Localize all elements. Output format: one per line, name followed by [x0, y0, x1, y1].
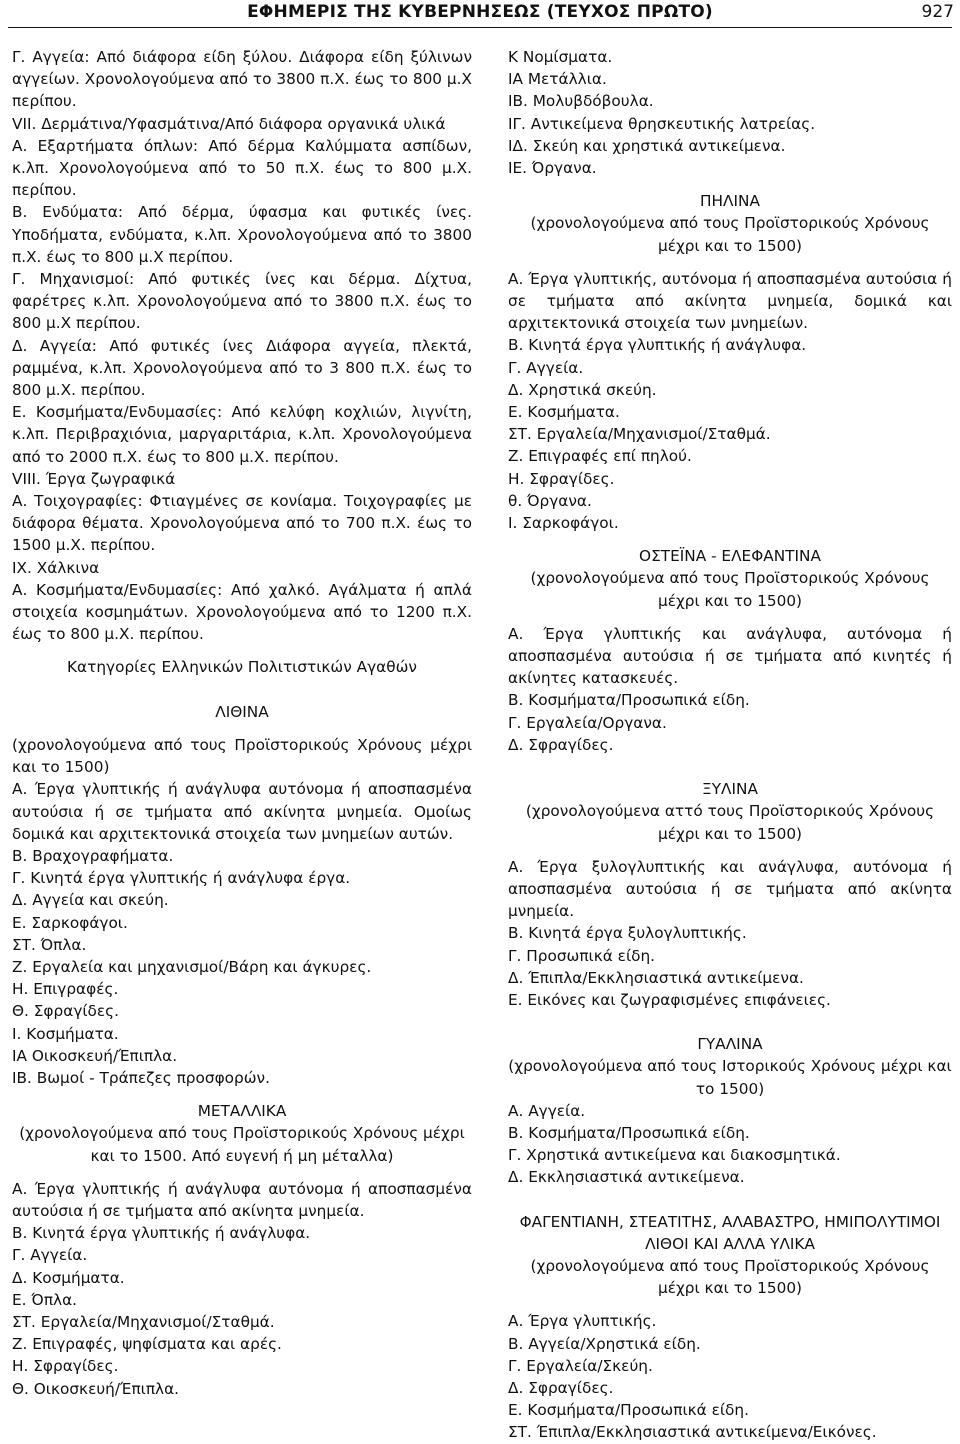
list-item: Ε. Όπλα. — [12, 1290, 78, 1309]
list-item: Γ. Εργαλεία/Σκεύη. — [508, 1356, 653, 1375]
list-item: Δ. Αγγεία και σκεύη. — [12, 891, 169, 910]
list-item: Α. Έργα γλυπτικής. — [508, 1312, 657, 1331]
category-title-metal: ΜΕΤΑΛΛΙΚΑ — [197, 1102, 287, 1121]
list-item: Ι. Κοσμήματα. — [12, 1024, 119, 1043]
category-dating: (χρονολογούμενα από τους Προϊστορικούς Χρόνους μέχρι και το 1500) — [530, 214, 930, 255]
gazette-title: ΕΦΗΜΕΡΙΣ ΤΗΣ ΚΥΒΕΡΝΗΣΕΩΣ (ΤΕΥΧΟΣ ΠΡΩΤΟ) — [247, 2, 713, 22]
list-item: Γ. Αγγεία. — [508, 358, 584, 377]
list-item: Β. Κινητά έργα γλυπτικής ή ανάγλυφα. — [508, 336, 807, 355]
list-item: Δ. Χρηστικά σκεύη. — [508, 380, 657, 399]
section-heading: IX. Χάλκινα — [12, 558, 100, 577]
list-item: Δ. Έπιπλα/Εκκλησιαστικά αντικείμενα. — [508, 968, 804, 987]
list-item: Α. Έργα γλυπτικής και ανάγλυφα, αυτόνομα ή αποσπασμένα αυτούσια ή σε τμήματα από κινητές ή ακίνητες κατασκευές. — [508, 624, 952, 688]
categories-heading: Κατηγορίες Ελληνικών Πολιτιστικών Αγαθών — [67, 658, 417, 677]
header-rule — [8, 27, 952, 28]
list-item: Η. Επιγραφές. — [12, 980, 119, 999]
list-item: ΙΕ. Όργανα. — [508, 159, 597, 178]
list-item: Ε. Εικόνες και ζωγραφισμένες επιφάνειες. — [508, 990, 831, 1009]
list-item: Α. Έργα γλυπτικής, αυτόνομα ή αποσπασμένα αυτούσια ή σε τμήματα από ακίνητα μνημεία, δομικά και αρχιτεκτονικά στοιχεία των μνημείων. — [508, 269, 952, 333]
section-heading: VII. Δερμάτινα/Υφασμάτινα/Από διάφορα οργανικά υλικά — [12, 114, 446, 133]
list-item: Δ. Σφραγίδες. — [508, 1378, 614, 1397]
list-item: Γ. Προσωπικά είδη. — [508, 946, 656, 965]
paragraph: Β. Ενδύματα: Από δέρμα, ύφασμα και φυτικές ίνες. Υποδήματα, ενδύματα, κ.λπ. Χρονολογούμενα από το 3800 π.Χ. έως το 800 μ.Χ περίπου. — [12, 203, 472, 266]
list-item: ΣΤ. Όπλα. — [12, 935, 87, 954]
list-item: Β. Κοσμήματα/Προσωπικά είδη. — [508, 1123, 750, 1142]
list-item: Γ. Εργαλεία/Οργανα. — [508, 713, 667, 732]
list-item: Α. Έργα γλυπτικής ή ανάγλυφα αυτόνομα ή αποσπασμένα αυτούσια ή σε τμήματα από ακίνητα μνημεία. Ομοίως δομικά και αρχιτεκτονικά στοιχεία των μνημείων αυτών. — [12, 780, 472, 843]
list-item: Γ. Κινητά έργα γλυπτικής ή ανάγλυφα έργα. — [12, 869, 351, 888]
list-item: Κ Νομίσματα. — [508, 48, 613, 66]
list-item: Ε. Σαρκοφάγοι. — [12, 913, 128, 932]
list-item: Α. Έργα γλυπτικής ή ανάγλυφα αυτόνομα ή αποσπασμένα αυτούσια ή σε τμήματα από ακίνητα μνημεία. — [12, 1179, 472, 1220]
list-item: ΣΤ. Εργαλεία/Μηχανισμοί/Σταθμά. — [508, 425, 771, 444]
list-item: Α. Έργα ξυλογλυπτικής και ανάγλυφα, αυτόνομα ή αποσπασμένα αυτούσια ή σε τμήματα από ακίνητα μνημεία. — [508, 857, 952, 921]
right-column — [508, 46, 952, 1444]
list-item: Β. Αγγεία/Χρηστικά είδη. — [508, 1334, 701, 1353]
page-header — [0, 0, 960, 30]
list-item: Θ. Οικοσκευή/Έπιπλα. — [12, 1379, 180, 1398]
category-dating: (χρονολογούμενα από τους Προϊστορικούς Χρόνους μέχρι και το 1500) — [530, 1256, 930, 1298]
paragraph: Ε. Κοσμήματα/Ενδυμασίες: Από κελύφη κοχλιών, λιγνίτη, κ.λπ. Περιβραχιόνια, μαργαριτάρια, κ.λπ. Χρονολογούμενα από το 2000 π.Χ. έως το 800 μ.Χ. περίπου. — [12, 403, 472, 466]
category-dating: (χρονολογούμενα από τους Ιστορικούς Χρόνους μέχρι και το 1500) — [508, 1057, 952, 1098]
list-item: Ι. Σαρκοφάγοι. — [508, 514, 619, 533]
list-item: θ. Όργανα. — [508, 491, 592, 510]
paragraph: Α. Τοιχογραφίες: Φτιαγμένες σε κονίαμα. Τοιχογραφίες με διάφορα θέματα. Χρονολογούμενα από το 700 π.Χ. έως το 1500 μ.Χ. περίπου. — [12, 492, 472, 555]
category-title-wood: ΞΥΛΙΝΑ — [702, 780, 758, 799]
list-item: Β. Κοσμήματα/Προσωπικά είδη. — [508, 691, 750, 710]
paragraph: Δ. Αγγεία: Από φυτικές ίνες Διάφορα αγγεία, πλεκτά, ραμμένα, κ.λπ. Χρονολογούμενα από το 3 800 π.Χ. έως το 800 μ.Χ. περίπου. — [12, 336, 472, 400]
category-title-bone-ivory: ΟΣΤΕΪΝΑ - ΕΛΕΦΑΝΤΙΝΑ — [639, 547, 821, 566]
list-item: Γ. Αγγεία. — [12, 1246, 88, 1265]
list-item: Ζ. Εργαλεία και μηχανισμοί/Βάρη και άγκυρες. — [12, 957, 372, 976]
paragraph: Α. Κοσμήματα/Ενδυμασίες: Από χαλκό. Αγάλματα ή απλά στοιχεία κοσμημάτων. Χρονολογούμενα από το 1200 π.Χ. έως το 800 μ.Χ. περίπου. — [12, 580, 472, 644]
category-dating: (χρονολογούμενα από τους Προϊστορικούς Χρόνους μέχρι και το 1500. Από ευγενή ή μη μέταλλα) — [19, 1124, 465, 1165]
paragraph: Γ. Αγγεία: Από διάφορα είδη ξύλου. Διάφορα είδη ξύλινων αγγείων. Χρονολογούμενα από το 3800 π.Χ. έως το 800 μ.Χ περίπου. — [12, 48, 472, 111]
category-title-clay: ΠΗΛΙΝΑ — [700, 192, 760, 211]
paragraph: Γ. Μηχανισμοί: Από φυτικές ίνες και δέρμα. Δίχτυα, φαρέτρες κ.λπ. Χρονολογούμενα από το 3800 π.Χ. έως το 800 μ.Χ περίπου. — [12, 270, 472, 333]
list-item: Α. Αγγεία. — [508, 1101, 586, 1120]
list-item: Δ. Εκκλησιαστικά αντικείμενα. — [508, 1168, 745, 1187]
list-item: Δ. Σφραγίδες. — [508, 735, 614, 754]
list-item: Γ. Χρηστικά αντικείμενα και διακοσμητικά. — [508, 1146, 841, 1165]
list-item: Ζ. Επιγραφές, ψηφίσματα και αρές. — [12, 1335, 282, 1354]
list-item: ΙΒ. Βωμοί - Τράπεζες προσφορών. — [12, 1068, 270, 1087]
list-item: Ε. Κοσμήματα. — [508, 403, 620, 422]
list-item: ΙΔ. Σκεύη και χρηστικά αντικείμενα. — [508, 136, 786, 155]
list-item: ΙΒ. Μολυβδόβουλα. — [508, 92, 654, 111]
paragraph: Α. Εξαρτήματα όπλων: Από δέρμα Καλύμματα ασπίδων, κ.λπ. Χρονολογούμενα από το 50 π.Χ. έως το 800 μ.Χ. περίπου. — [12, 136, 472, 200]
list-item: Ε. Κοσμήματα/Προσωπικά είδη. — [508, 1401, 749, 1420]
category-title-glass: ΓΥΑΛΙΝΑ — [697, 1035, 763, 1054]
category-title-stone: ΛΙΘΙΝΑ — [215, 702, 269, 721]
left-column — [12, 46, 472, 1400]
category-dating: (χρονολογούμενα από τους Προϊστορικούς Χρόνους μέχρι και το 1500) — [12, 735, 472, 777]
list-item: ΣΤ. Εργαλεία/Μηχανισμοί/Σταθμά. — [12, 1312, 275, 1331]
section-heading: VIII. Έργα ζωγραφικά — [12, 469, 176, 488]
list-item: ΙΑ Μετάλλια. — [508, 70, 607, 89]
list-item: Β. Κινητά έργα γλυπτικής ή ανάγλυφα. — [12, 1224, 311, 1243]
list-item: Ζ. Επιγραφές επί πηλού. — [508, 447, 692, 466]
category-title-faience: ΦΑΓΕΝΤΙΑΝΗ, ΣΤΕΑΤΙΤΗΣ, ΑΛΑΒΑΣΤΡΟ, ΗΜΙΠΟΛΥΤΙΜΟΙ ΛΙΘΟΙ ΚΑΙ ΑΛΛΑ ΥΛΙΚΑ — [519, 1212, 941, 1253]
category-dating: (χρονολογούμενα από τους Προϊστορικούς Χρόνους μέχρι και το 1500) — [530, 569, 930, 610]
list-item: Β. Βραχογραφήματα. — [12, 846, 174, 865]
list-item: ΙΓ. Αντικείμενα θρησκευτικής λατρείας. — [508, 114, 816, 133]
list-item: ΙΑ Οικοσκευή/Έπιπλα. — [12, 1046, 178, 1065]
list-item: Β. Κινητά έργα ξυλογλυπτικής. — [508, 924, 747, 943]
list-item: ΣΤ. Έπιπλα/Εκκλησιαστικά αντικείμενα/Εικόνες. — [508, 1423, 877, 1442]
page-number: 927 — [921, 2, 954, 22]
list-item: Δ. Κοσμήματα. — [12, 1268, 125, 1287]
list-item: Θ. Σφραγίδες. — [12, 1002, 120, 1021]
list-item: Η. Σφραγίδες. — [12, 1357, 119, 1376]
list-item: Η. Σφραγίδες. — [508, 469, 615, 488]
category-dating: (χρονολογούμενα αττό τους Προϊστορικούς Χρόνους μέχρι και το 1500) — [525, 802, 935, 843]
